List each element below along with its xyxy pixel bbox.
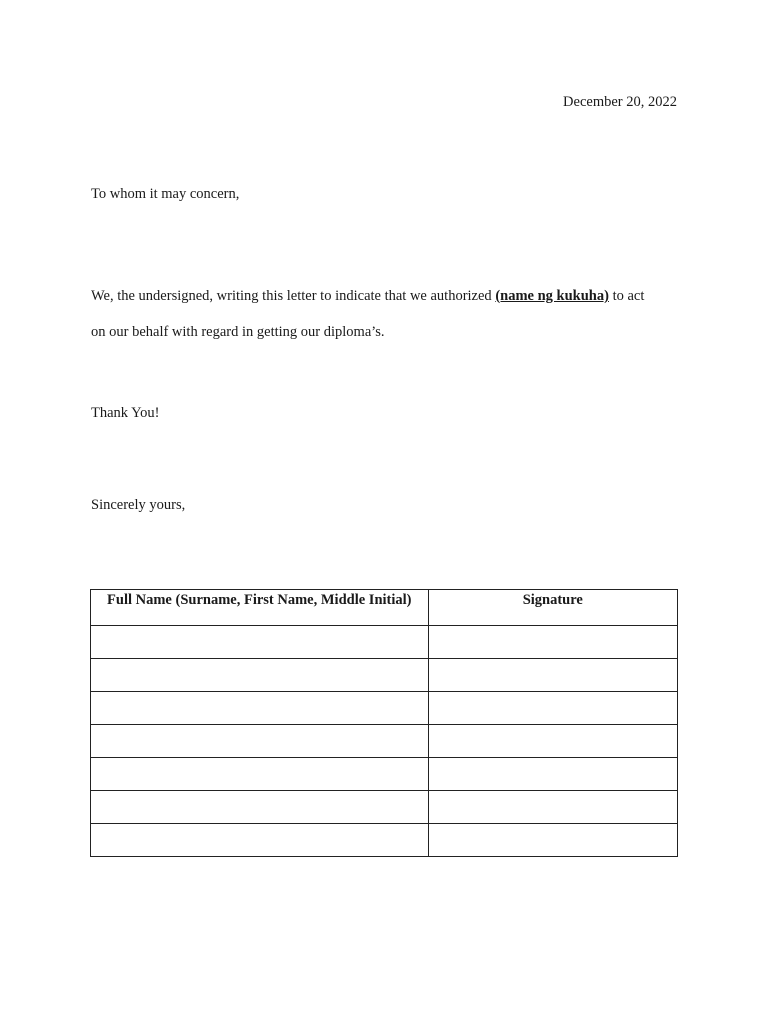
salutation: To whom it may concern, [91,186,240,202]
signature-cell[interactable] [428,758,677,791]
table-header-row [91,590,678,626]
letter-date: December 20, 2022 [563,94,677,110]
signature-cell[interactable] [428,725,677,758]
table-row [91,758,678,791]
signature-header: Signature [428,590,677,626]
table-row [91,692,678,725]
signature-cell[interactable] [428,692,677,725]
table-row [91,791,678,824]
signatory-table [90,589,678,857]
thank-you-text: Thank You! [91,405,160,421]
signature-cell[interactable] [428,791,677,824]
body-line-1 [91,278,681,314]
body-line-1-end: to act [608,288,645,304]
full-name-cell[interactable] [91,659,429,692]
closing-text: Sincerely yours, [91,497,186,513]
table-row [91,725,678,758]
full-name-cell[interactable] [91,758,429,791]
signature-cell[interactable] [428,824,677,857]
full-name-cell[interactable] [91,725,429,758]
body-line-1-start: We, the undersigned, writing this letter to indicate that we authorized [91,288,496,304]
table-row [91,824,678,857]
full-name-cell[interactable] [91,791,429,824]
full-name-cell[interactable] [91,824,429,857]
table-row [91,659,678,692]
full-name-header: Full Name (Surname, First Name, Middle Initial) [91,590,429,626]
body-line-2: on our behalf with regard in getting our diploma’s. [91,324,385,340]
authorized-person-placeholder: (name ng kukuha) [495,288,609,304]
signature-cell[interactable] [428,626,677,659]
full-name-cell[interactable] [91,692,429,725]
full-name-cell[interactable] [91,626,429,659]
letter-body [91,278,681,350]
signature-cell[interactable] [428,659,677,692]
table-row [91,626,678,659]
